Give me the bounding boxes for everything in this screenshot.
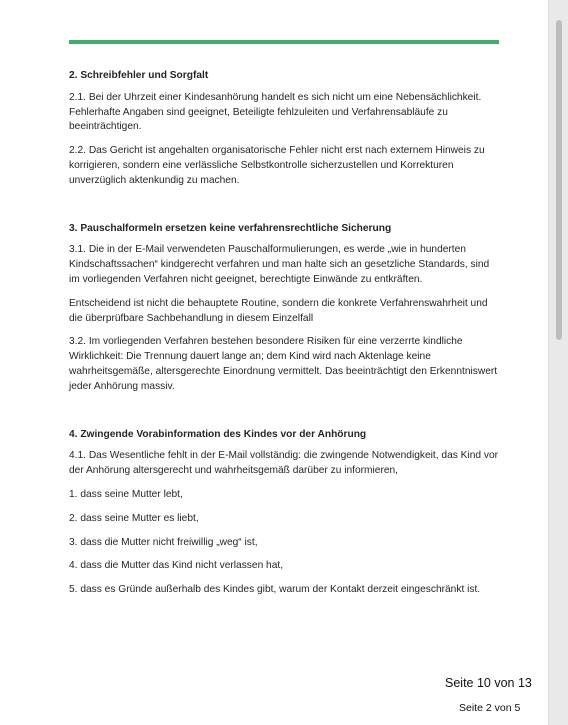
paragraph: 3.2. Im vorliegenden Verfahren bestehen besondere Risiken für eine verzerrte kindliche Wirklichkeit: Die Trennung dauert lange an; dem Kind wird nach Aktenlage keine wahrheitsgemäße, altersgerechte Einordnung vermittelt. Das beeinträchtigt den Erkenntniswert jeder Anhörung massiv. (69, 336, 498, 392)
list-item: 5. dass es Gründe außerhalb des Kindes gibt, warum der Kontakt derzeit eingeschränkt ist. (69, 584, 481, 596)
list-item: 1. dass seine Mutter lebt, (69, 488, 183, 500)
paragraph: Entscheidend ist nicht die behauptete Routine, sondern die konkrete Verfahrenswahrheit und die überprüfbare Sachbehandlung in diesem Einzelfall (69, 297, 488, 324)
section-3 (69, 216, 501, 395)
section-heading: 2. Schreibfehler und Sorgfalt (69, 70, 209, 81)
section-2 (69, 63, 501, 189)
list-item: 3. dass die Mutter nicht freiwillig „weg“ ist, (69, 536, 258, 548)
section-heading: 4. Zwingende Vorabinformation des Kindes vor der Anhörung (69, 428, 367, 440)
section-heading: 3. Pauschalformeln ersetzen keine verfahrensrechtliche Sicherung (69, 222, 392, 234)
scrollbar-thumb[interactable] (556, 20, 562, 340)
section-4 (69, 422, 501, 598)
document-body (69, 63, 501, 607)
vertical-scrollbar[interactable] (548, 0, 568, 725)
paragraph: 3.1. Die in der E-Mail verwendeten Pauschalformulierungen, es werde „wie in hunderten Kindschaftssachen“ kindgerecht verfahren und man halte sich an gesetzliche Standards, sind im vorliegenden Verfahren nicht geeignet, berechtigte Einwände zu entkräften. (69, 244, 490, 285)
paragraph: 2.2. Das Gericht ist angehalten organisatorische Fehler nicht erst nach externem Hinweis zu korrigieren, sondern eine verlässliche Selbstkontrolle sicherzustellen und Korrekturen unverzüglich aktenkundig zu machen. (69, 145, 485, 186)
paragraph: 4.1. Das Wesentliche fehlt in der E-Mail vollständig: die zwingende Notwendigkeit, das Kind vor der Anhörung altersgerecht und wahrheitsgemäß darüber zu informieren, (69, 450, 499, 477)
sub-page-number: Seite 2 von 5 (459, 702, 521, 714)
paragraph: 2.1. Bei der Uhrzeit einer Kindesanhörung handelt es sich nicht um eine Nebensächlichkeit. Fehlerhafte Angaben sind geeignet, Beteiligte fehlzuleiten und Verfahrensabläufe zu beeinträchtigen. (69, 91, 482, 133)
list-item: 4. dass die Mutter das Kind nicht verlassen hat, (69, 560, 284, 572)
page-number: Seite 10 von 13 (445, 676, 532, 690)
list-item: 2. dass seine Mutter es liebt, (69, 512, 199, 524)
header-rule (69, 40, 499, 44)
